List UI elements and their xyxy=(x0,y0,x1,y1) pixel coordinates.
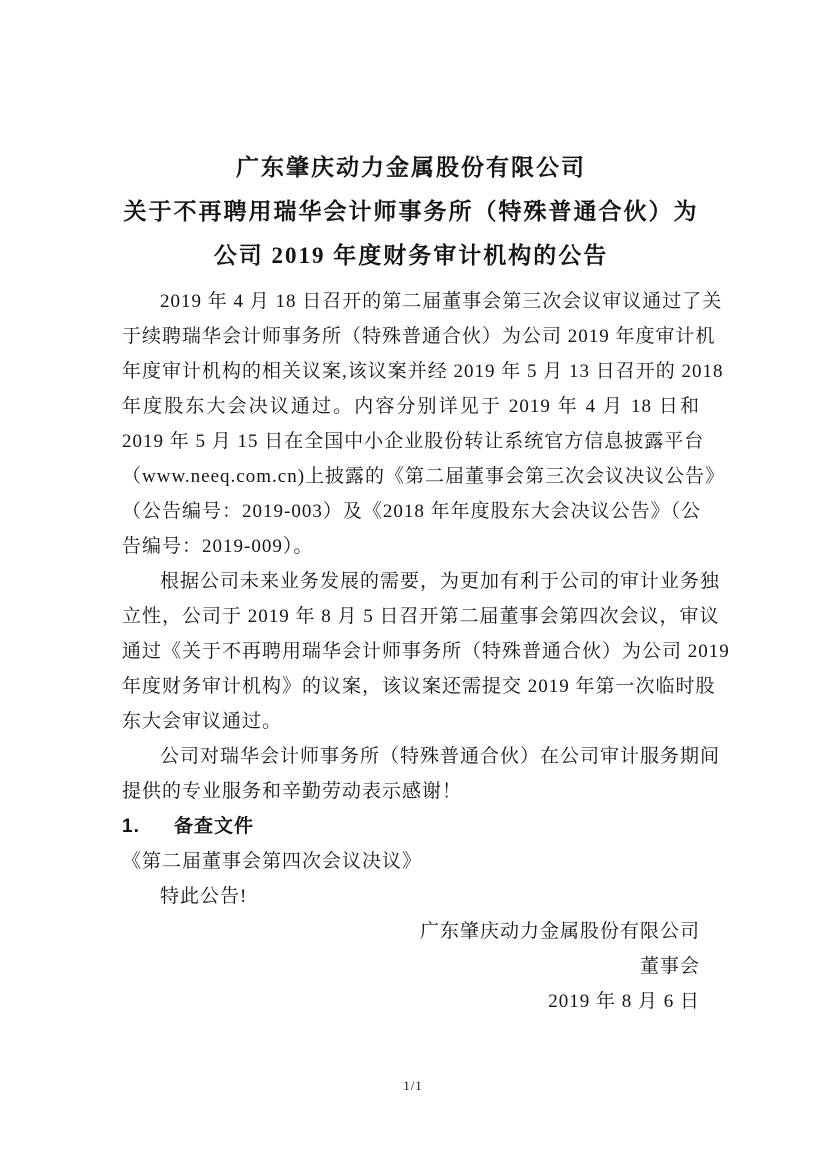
paragraph-line: （公告编号：2019-003）及《2018 年年度股东大会决议公告》（公 xyxy=(122,501,702,522)
paragraph-line: 2019 年 5 月 15 日在全国中小企业股份转让系统官方信息披露平台 xyxy=(122,431,705,452)
paragraph-line: 2019 年 4 月 18 日召开的第二届董事会第三次会议审议通过了关 xyxy=(160,291,723,312)
paragraph-2 xyxy=(122,564,730,739)
document-title xyxy=(122,146,700,278)
paragraph-line: 于续聘瑞华会计师事务所（特殊普通合伙）为公司 2019 年度审计机 xyxy=(122,326,716,347)
paragraph-line: （www.neeq.com.cn)上披露的《第二届董事会第三次会议决议公告》 xyxy=(122,466,726,487)
title-line-2: 关于不再聘用瑞华会计师事务所（特殊普通合伙）为 xyxy=(123,199,699,224)
paragraph-3 xyxy=(122,739,721,809)
paragraph-line: 年度股东大会决议通过。内容分别详见于 2019 年 4 月 18 日和 xyxy=(122,396,700,417)
paragraph-line: 东大会审议通过。 xyxy=(122,711,283,732)
signature-block xyxy=(122,914,700,1019)
section-heading xyxy=(122,809,700,844)
paragraph-line: 告编号：2019-009）。 xyxy=(122,536,314,557)
title-line-1: 广东肇庆动力金属股份有限公司 xyxy=(236,155,586,180)
section-heading-label: 备查文件 xyxy=(174,816,255,837)
closing-announcement-line: 特此公告! xyxy=(160,886,248,907)
paragraph-line: 通过《关于不再聘用瑞华会计师事务所（特殊普通合伙）为公司 2019 xyxy=(122,641,730,662)
paragraph-line: 年度财务审计机构》的议案，该议案还需提交 2019 年第一次临时股 xyxy=(122,676,716,697)
paragraph-1 xyxy=(122,284,726,564)
paragraph-line: 立性，公司于 2019 年 8 月 5 日召开第二届董事会第四次会议，审议 xyxy=(122,606,720,627)
paragraph-line: 公司对瑞华会计师事务所（特殊普通合伙）在公司审计服务期间 xyxy=(160,746,721,767)
document-body xyxy=(122,284,730,1019)
paragraph-line: 年度审计机构的相关议案,该议案并经 2019 年 5 月 13 日召开的 2018 xyxy=(122,361,724,382)
page-number: 1/1 xyxy=(403,1078,423,1093)
paragraph-line: 提供的专业服务和辛勤劳动表示感谢！ xyxy=(122,781,463,802)
signature-company: 广东肇庆动力金属股份有限公司 xyxy=(419,921,700,942)
title-line-3: 公司 2019 年度财务审计机构的公告 xyxy=(213,243,609,268)
signature-date: 2019 年 8 月 6 日 xyxy=(548,991,700,1012)
reference-document-line: 《第二届董事会第四次会议决议》 xyxy=(122,851,423,872)
section-heading-number: 1. xyxy=(122,816,140,837)
signature-issuer: 董事会 xyxy=(639,956,700,977)
paragraph-line: 根据公司未来业务发展的需要，为更加有利于公司的审计业务独 xyxy=(160,571,721,592)
document-page xyxy=(122,146,730,1019)
